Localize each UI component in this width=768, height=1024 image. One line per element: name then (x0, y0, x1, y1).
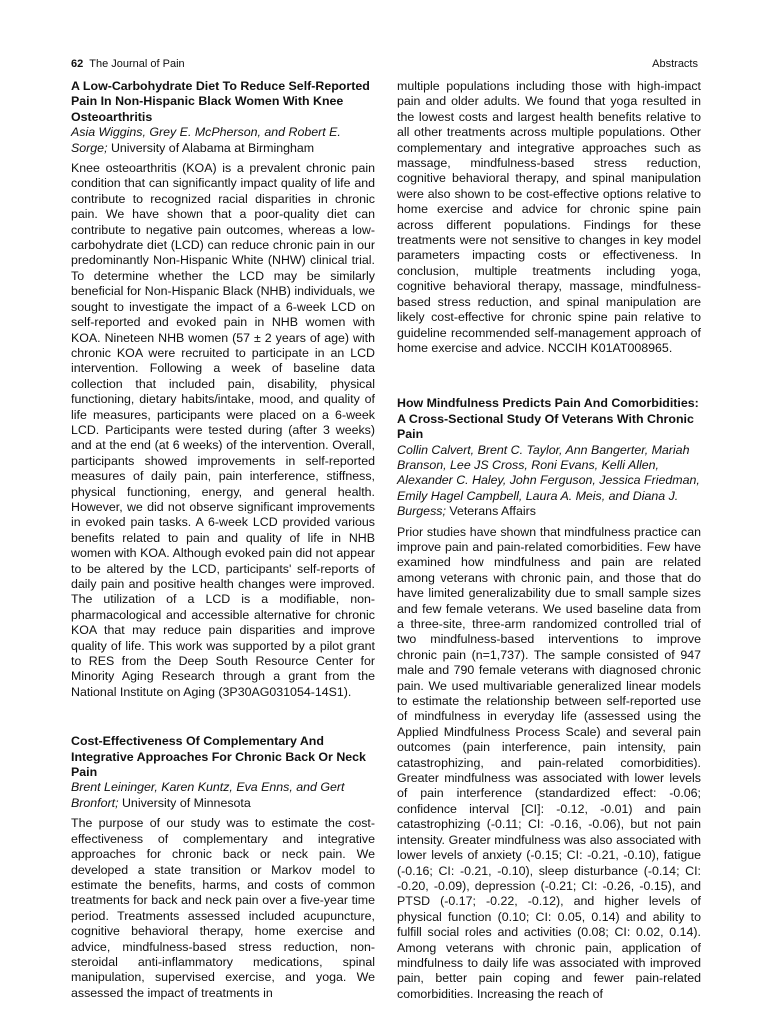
abstract-2-author-names: Brent Leininger, Karen Kuntz, Eva Enns, and Gert Bronfort; (71, 780, 345, 810)
abstract-3-authors (397, 443, 701, 520)
section-label: Abstracts (652, 58, 698, 70)
abstract-2-authors (71, 780, 375, 811)
abstract-3 (397, 396, 701, 1002)
abstract-1-author-names: Asia Wiggins, Grey E. McPherson, and Robert E. Sorge; (71, 125, 341, 155)
running-header-left (71, 58, 185, 70)
right-column (397, 79, 701, 1002)
journal-name: The Journal of Pain (89, 58, 185, 70)
left-column (71, 79, 375, 1001)
abstract-2 (71, 734, 375, 1001)
abstract-2-body-part2: multiple populations including those with high-impact pain and older adults. We found that yoga resulted in the lowest costs and largest health benefits relative to all other treatments across multiple populations. Other complementary and integrative approaches such as massage, mindfulness-based stress reduction, cognitive behavioral therapy, and spinal manipulation were also shown to be cost-effective options relative to home exercise and advice for chronic spine pain across different populations. Findings for these treatments were not sensitive to changes in key model parameters impacting costs or effectiveness. In conclusion, multiple treatments including yoga, cognitive behavioral therapy, massage, mindfulness-based stress reduction, and spinal manipulation are likely cost-effective for chronic spine pain relative to guideline recommended self-management approach of home exercise and advice. NCCIH K01AT008965. (397, 79, 701, 355)
abstract-2-affiliation: University of Minnesota (121, 795, 251, 810)
abstract-3-body: Prior studies have shown that mindfulness practice can improve pain and pain-related comorbidities. Few have examined how mindfulness and pain are related among veterans with chronic pain, and those that do have limited generalizability due to small sample sizes and few female veterans. We used baseline data from a three-site, three-arm randomized controlled trial of two mindfulness-based interventions to improve chronic pain (n=1,737). The sample consisted of 947 male and 790 female veterans with diagnosed chronic pain. We used multivariable generalized linear models to estimate the relationship between self-reported use of mindfulness in everyday life (assessed using the Applied Mindfulness Process Scale) and several pain outcomes (pain interference, pain intensity, pain catastrophizing, and pain-related comorbidities). Greater mindfulness was associated with lower levels of pain interference (standardized effect: -0.06; confidence interval [CI]: -0.12, -0.01) and pain catastrophizing (-0.11; CI: -0.16, -0.06), but not pain intensity. Greater mindfulness was also associated with lower levels of anxiety (-0.15; CI: -0.21, -0.10), fatigue (-0.16; CI: -0.21, -0.10), sleep disturbance (-0.14; CI: -0.20, -0.09), depression (-0.21; CI: -0.26, -0.15), and PTSD (-0.17; -0.22, -0.12), and higher levels of physical function (0.10; CI: 0.05, 0.14) and ability to fulfill social roles and activities (0.08; CI: 0.02, 0.14). Among veterans with chronic pain, application of mindfulness to daily life was associated with improved pain, better pain coping and fewer pain-related comorbidities. Increasing the reach of (397, 524, 701, 1001)
abstract-1-title: A Low-Carbohydrate Diet To Reduce Self-Reported Pain In Non-Hispanic Black Women With Knee Osteoarthritis (71, 79, 370, 124)
running-header (71, 58, 698, 74)
abstract-3-author-names: Collin Calvert, Brent C. Taylor, Ann Bangerter, Mariah Branson, Lee JS Cross, Roni Evans, Kelli Allen, Alexander C. Haley, John Ferguson, Jessica Friedman, Emily Hagel Campbell, Laura A. Meis, and Diana J. Burgess; (397, 442, 700, 519)
abstract-1-body: Knee osteoarthritis (KOA) is a prevalent chronic pain condition that can significantly impact quality of life and contribute to recognized racial disparities in chronic pain. We have shown that a poor-quality diet can contribute to negative pain outcomes, whereas a low-carbohydrate diet (LCD) can reduce chronic pain in our predominantly Non-Hispanic White (NHW) clinical trial. To determine whether the LCD may be similarly beneficial for Non-Hispanic Black (NHB) individuals, we sought to investigate the impact of a 6-week LCD on self-reported and evoked pain in NHB women with KOA. Nineteen NHB women (57 ± 2 years of age) with chronic KOA were recruited to participate in an LCD intervention. Following a week of baseline data collection that included pain, disability, physical functioning, dietary habits/intake, mood, and quality of life measures, participants were placed on a 6-week LCD. Participants were tested during (after 3 weeks) and at the end (at 6 weeks) of the intervention. Overall, participants showed improvements in self-reported measures of daily pain, pain interference, stiffness, physical functioning, energy, and general health. However, we did not observe significant improvements in evoked pain tasks. A 6-week LCD provided various benefits related to pain and quality of life in NHB women with KOA. Although evoked pain did not appear to be altered by the LCD, participants' self-reports of daily pain and positive health changes were improved. The utilization of a LCD is a modifiable, non-pharmacological and accessible alternative for chronic KOA that may reduce pain disparities and improve quality of life. This work was supported by a pilot grant to RES from the Deep South Resource Center for Minority Aging Research through a grant from the National Institute on Aging (3P30AG031054-14S1). (71, 161, 375, 699)
abstract-3-affiliation: Veterans Affairs (449, 504, 536, 519)
abstract-2-body-part1: The purpose of our study was to estimate the cost-effectiveness of complementary and integrative approaches for chronic back or neck pain. We developed a state transition or Markov model to estimate the benefits, harms, and costs of common treatments for back and neck pain over a five-year time period. Treatments assessed included acupuncture, cognitive behavioral therapy, home exercise and advice, mindfulness-based stress reduction, non-steroidal anti-inflammatory medications, spinal manipulation, supervised exercise, and yoga. We assessed the impact of treatments in (71, 816, 375, 1000)
abstract-1-authors (71, 125, 375, 156)
abstract-2-title: Cost-Effectiveness Of Complementary And Integrative Approaches For Chronic Back Or Neck Pain (71, 734, 366, 780)
abstract-3-title: How Mindfulness Predicts Pain And Comorbidities: A Cross-Sectional Study Of Veterans With Chronic Pain (397, 396, 699, 442)
page-number: 62 (71, 58, 84, 70)
abstract-1 (71, 79, 375, 700)
abstract-1-affiliation: University of Alabama at Birmingham (110, 140, 315, 155)
